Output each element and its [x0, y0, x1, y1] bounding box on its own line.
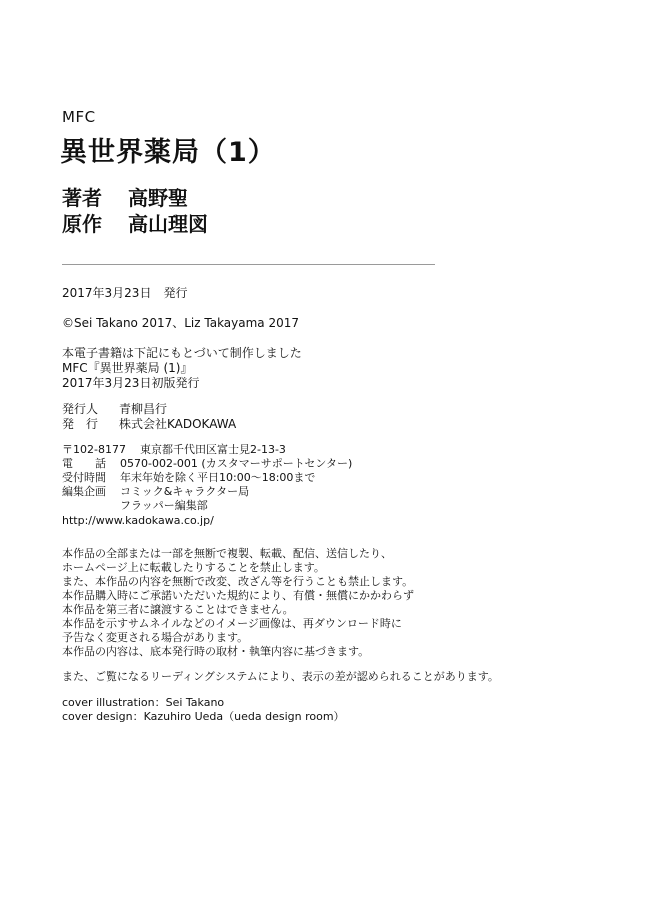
credit-role: 著者: [62, 186, 102, 210]
notice-line: 本作品を示すサムネイルなどのイメージ画像は、再ダウンロード時に: [62, 617, 402, 630]
contact-key: 〒102-8177: [62, 443, 126, 456]
edition-note: 2017年3月23日初版発行: [62, 376, 200, 390]
original-credit: [62, 208, 208, 237]
contact-value: 東京都千代田区富士見2-13-3: [140, 443, 286, 456]
publisher-row: [62, 417, 236, 432]
contact-value: コミック&キャラクター局: [120, 485, 250, 498]
notice-line: また、本作品の内容を無断で改変、改ざん等を行うことも禁止します。: [62, 575, 414, 588]
divider: [62, 264, 435, 265]
publisher-value: 青柳昌行: [119, 402, 168, 416]
credit-name: 高野聖: [128, 186, 188, 210]
author-credit: [62, 182, 188, 211]
contact-row: [62, 443, 286, 457]
contact-key: 受付時間: [62, 471, 106, 484]
cover-credit: cover design：Kazuhiro Ueda（ueda design room）: [62, 710, 345, 723]
publisher-value: 株式会社KADOKAWA: [119, 417, 237, 431]
contact-key: 編集企画: [62, 485, 106, 498]
copyright: ©Sei Takano 2017、Liz Takayama 2017: [62, 316, 300, 330]
notice-line: 本作品購入時にご承諾いただいた規約により、有償・無償にかかわらず: [62, 589, 414, 602]
cover-credit: cover illustration：Sei Takano: [62, 696, 225, 709]
notice-line: 本作品の全部または一部を無断で複製、転載、配信、送信したり、: [62, 547, 392, 560]
credit-role: 原作: [62, 212, 102, 236]
contact-value: 年末年始を除く平日10:00〜18:00まで: [120, 471, 316, 484]
contact-value: フラッパー編集部: [120, 499, 208, 512]
edition-note: MFC『異世界薬局 (1)』: [62, 361, 193, 375]
edition-note: 本電子書籍は下記にもとづいて制作しました: [62, 346, 302, 360]
contact-value: 0570-002-001 (カスタマーサポートセンター): [120, 457, 353, 470]
contact-row: [62, 499, 208, 513]
contact-key: 電 話: [62, 457, 106, 470]
contact-row: [62, 471, 315, 485]
contact-row: [62, 485, 249, 499]
credit-name: 高山理図: [128, 212, 208, 236]
publisher-key: 発行人: [62, 402, 99, 416]
contact-key: [62, 499, 120, 513]
reading-notice: また、ご覧になるリーディングシステムにより、表示の差が認められることがあります。: [62, 670, 499, 683]
notice-line: ホームページ上に転載したりすることを禁止します。: [62, 561, 325, 574]
imprint-label: MFC: [62, 108, 96, 126]
notice-line: 本作品の内容は、底本発行時の取材・執筆内容に基づきます。: [62, 645, 370, 658]
contact-row: [62, 457, 352, 471]
notice-line: 本作品を第三者に譲渡することはできません。: [62, 603, 294, 616]
publication-date: 2017年3月23日 発行: [62, 286, 188, 300]
notice-line: 予告なく変更される場合があります。: [62, 631, 249, 644]
publisher-key: 発 行: [62, 417, 99, 431]
publisher-url-link[interactable]: http://www.kadokawa.co.jp/: [62, 514, 214, 527]
book-title: 異世界薬局（1）: [60, 137, 276, 168]
publisher-row: [62, 402, 167, 417]
